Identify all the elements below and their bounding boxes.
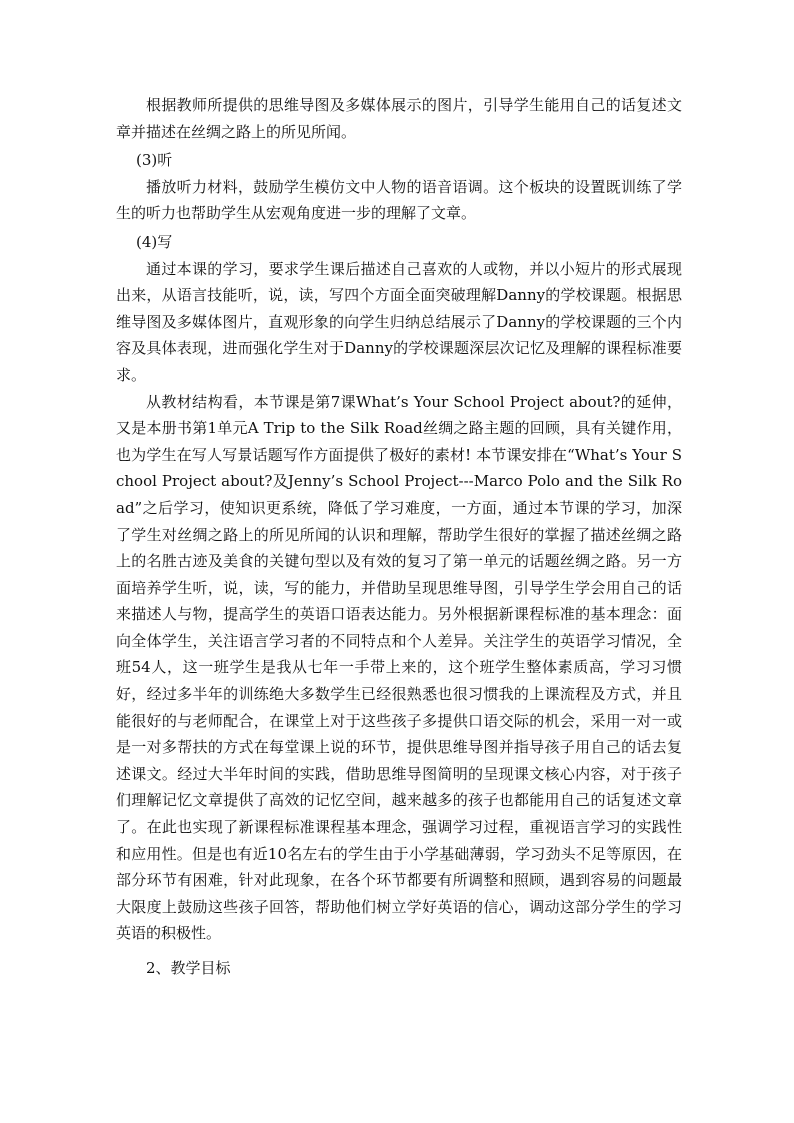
paragraph-textbook-analysis: 从教材结构看，本节课是第7课What’s Your School Project about?的延伸，又是本册书第1单元A Trip to the Silk Road丝绸之路主题的回顾，具有关键作用，也为学生在写人写景话题写作方面提供了极好的素材! 本节课安排在“What’s Your School Project about?及Jenny’s School Project---Marco Polo and the Silk Road”之后学习，使知识更系统，降低了学习难度，一方面，通过本节课的学习，加深了学生对丝绸之路上的所见所闻的认识和理解，帮助学生很好的掌握了描述丝绸之路上的名胜古迹及美食的关键句型以及有效的复习了第一单元的话题丝绸之路。另一方面培养学生听，说，读，写的能力，并借助呈现思维导图，引导学生学会用自己的话来描述人与物，提高学生的英语口语表达能力。另外根据新课程标准的基本理念：面向全体学生，关注语言学习者的不同特点和个人差异。关注学生的英语学习情况，全班54人，这一班学生是我从七年一手带上来的，这个班学生整体素质高，学习习惯好，经过多半年的训练绝大多数学生已经很熟悉也很习惯我的上课流程及方式，并且能很好的与老师配合，在课堂上对于这些孩子多提供口语交际的机会，采用一对一或是一对多帮扶的方式在每堂课上说的环节，提供思维导图并指导孩子用自己的话去复述课文。经过大半年时间的实践，借助思维导图简明的呈现课文核心内容，对于孩子们理解记忆文章提供了高效的记忆空间，越来越多的孩子也都能用自己的话复述文章了。在此也实现了新课程标准课程基本理念，强调学习过程，重视语言学习的实践性和应用性。但是也有近10名左右的学生由于小学基础薄弱，学习劲头不足等原因，在部分环节有困难，针对此现象，在各个环节都要有所调整和照顾，遇到容易的问题最大限度上鼓励这些孩子回答，帮助他们树立学好英语的信心，调动这部分学生的学习英语的积极性。 [116,392,682,943]
paragraph-write: 通过本课的学习，要求学生课后描述自己喜欢的人或物，并以小短片的形式展现出来，从语言技能听，说，读，写四个方面全面突破理解Danny的学校课题。根据思维导图及多媒体图片，直观形象的向学生归纳总结展示了Danny的学校课题的三个内容及具体表现，进而强化学生对于Danny的学校课题深层次记忆及理解的课程标准要求。 [116,259,682,384]
heading-listen: (3)听 [136,151,173,170]
paragraph-retell: 根据教师所提供的思维导图及多媒体展示的图片，引导学生能用自己的话复述文章并描述在丝绸之路上的所见所闻。 [116,96,682,141]
document-body [116,92,682,982]
heading-write: (4)写 [136,232,173,251]
heading-teaching-goals: 2、教学目标 [146,959,231,977]
paragraph-listen: 播放听力材料，鼓励学生模仿文中人物的语音语调。这个板块的设置既训练了学生的听力也帮助学生从宏观角度进一步的理解了文章。 [116,177,682,223]
